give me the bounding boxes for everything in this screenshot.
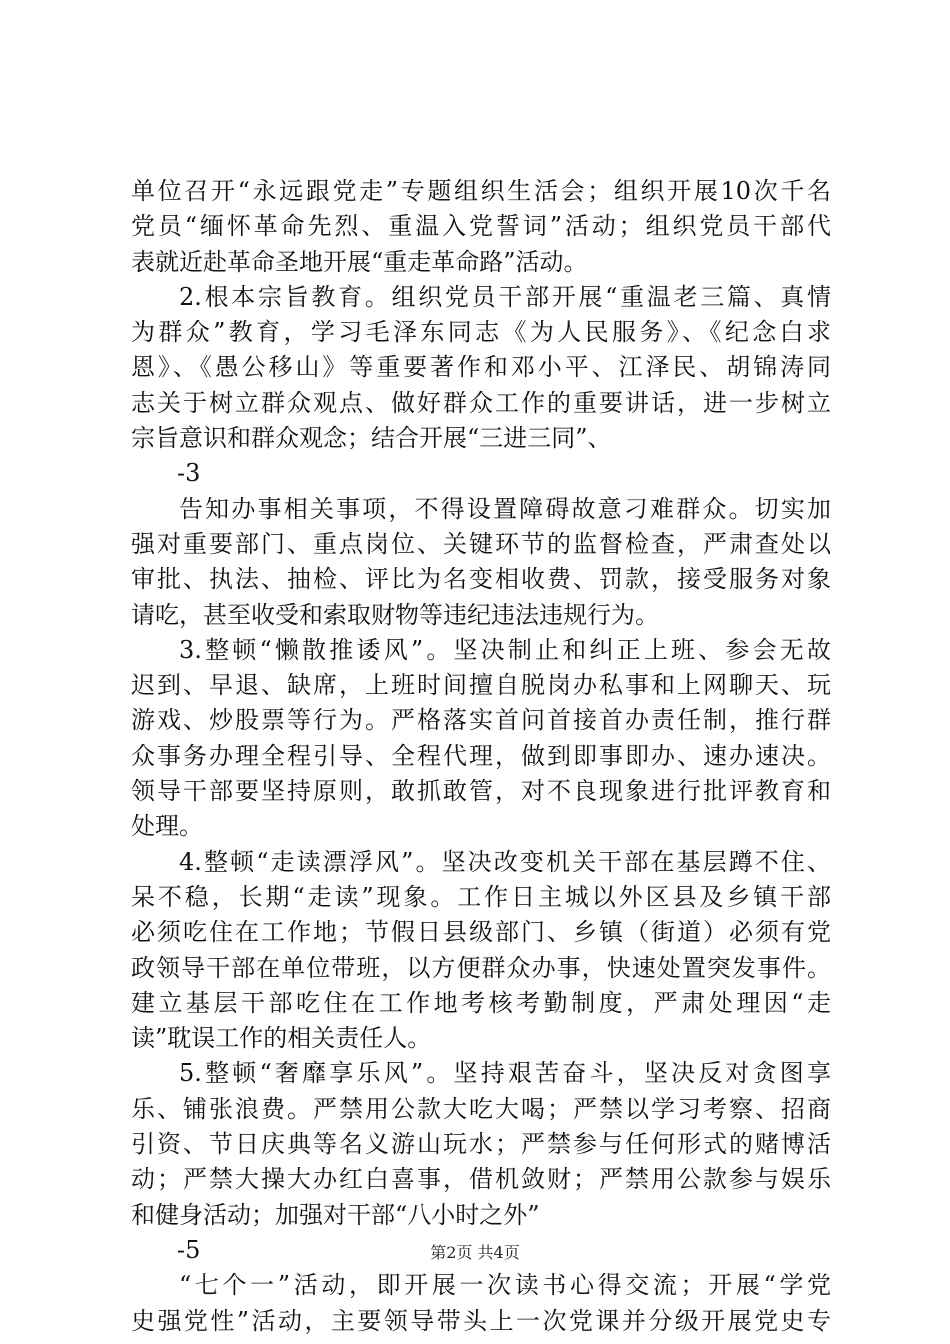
- text-line: 领导干部要坚持原则，敢抓敢管，对不良现象进行批评教育和: [131, 777, 831, 806]
- text-line: 为群众”教育，学习毛泽东同志《为人民服务》、《纪念白求: [131, 318, 831, 347]
- text-line: 表就近赴革命圣地开展“重走革命路”活动。: [131, 247, 588, 276]
- text-line: 众事务办理全程引导、全程代理，做到即事即办、速办速决。: [131, 741, 831, 770]
- text-line: “七个一”活动，即开展一次读书心得交流；开展“学党: [179, 1271, 831, 1300]
- page-marker: -3: [177, 459, 201, 488]
- text-line: 审批、执法、抽检、评比为名变相收费、罚款，接受服务对象: [131, 565, 831, 594]
- text-line: 强对重要部门、重点岗位、关键环节的监督检查，严肃查处以: [131, 529, 831, 558]
- text-line: 和健身活动；加强对干部“八小时之外”: [131, 1200, 540, 1229]
- page-footer: 第2页 共4页: [430, 1243, 520, 1262]
- text-line: 迟到、早退、缺席，上班时间擅自脱岗办私事和上网聊天、玩: [131, 671, 831, 700]
- page-marker: -5: [177, 1235, 201, 1264]
- text-line: 史强党性”活动，主要领导带头上一次党课并分级开展党史专: [131, 1306, 831, 1335]
- document-body: [131, 174, 831, 1339]
- text-line: 宗旨意识和群众观念；结合开展“三进三同”、: [131, 424, 612, 453]
- text-line: 单位召开“永远跟党走”专题组织生活会；组织开展10次千名: [131, 177, 831, 205]
- text-line: 乐、铺张浪费。严禁用公款大吃大喝；严禁以学习考察、招商: [131, 1094, 831, 1123]
- text-line: 告知办事相关事项，不得设置障碍故意刁难群众。切实加: [179, 494, 831, 523]
- text-line: 引资、节日庆典等名义游山玩水；严禁参与任何形式的赌博活: [131, 1130, 831, 1159]
- text-line: 3.整顿“懒散推诿风”。坚决制止和纠正上班、参会无故: [179, 635, 831, 664]
- text-line: 动；严禁大操大办红白喜事，借机敛财；严禁用公款参与娱乐: [131, 1165, 831, 1194]
- text-line: 志关于树立群众观点、做好群众工作的重要讲话，进一步树立: [131, 388, 831, 417]
- text-line: 4.整顿“走读漂浮风”。坚决改变机关干部在基层蹲不住、: [179, 847, 831, 876]
- text-line: 恩》、《愚公移山》等重要著作和邓小平、江泽民、胡锦涛同: [131, 353, 831, 382]
- text-line: 处理。: [131, 812, 203, 841]
- text-line: 必须吃住在工作地；节假日县级部门、乡镇（街道）必须有党: [131, 918, 831, 947]
- text-line: 5.整顿“奢靡享乐风”。坚持艰苦奋斗，坚决反对贪图享: [179, 1059, 831, 1088]
- text-line: 党员“缅怀革命先烈、重温入党誓词”活动；组织党员干部代: [131, 212, 831, 241]
- text-line: 呆不稳，长期“走读”现象。工作日主城以外区县及乡镇干部: [131, 882, 831, 911]
- text-line: 2.根本宗旨教育。组织党员干部开展“重温老三篇、真情: [179, 282, 831, 311]
- text-line: 请吃，甚至收受和索取财物等违纪违法违规行为。: [131, 600, 659, 629]
- text-line: 政领导干部在单位带班，以方便群众办事，快速处置突发事件。: [131, 953, 831, 982]
- text-line: 游戏、炒股票等行为。严格落实首问首接首办责任制，推行群: [131, 706, 831, 735]
- text-line: 读”耽误工作的相关责任人。: [131, 1024, 432, 1053]
- text-line: 建立基层干部吃住在工作地考核考勤制度，严肃处理因“走: [131, 988, 831, 1017]
